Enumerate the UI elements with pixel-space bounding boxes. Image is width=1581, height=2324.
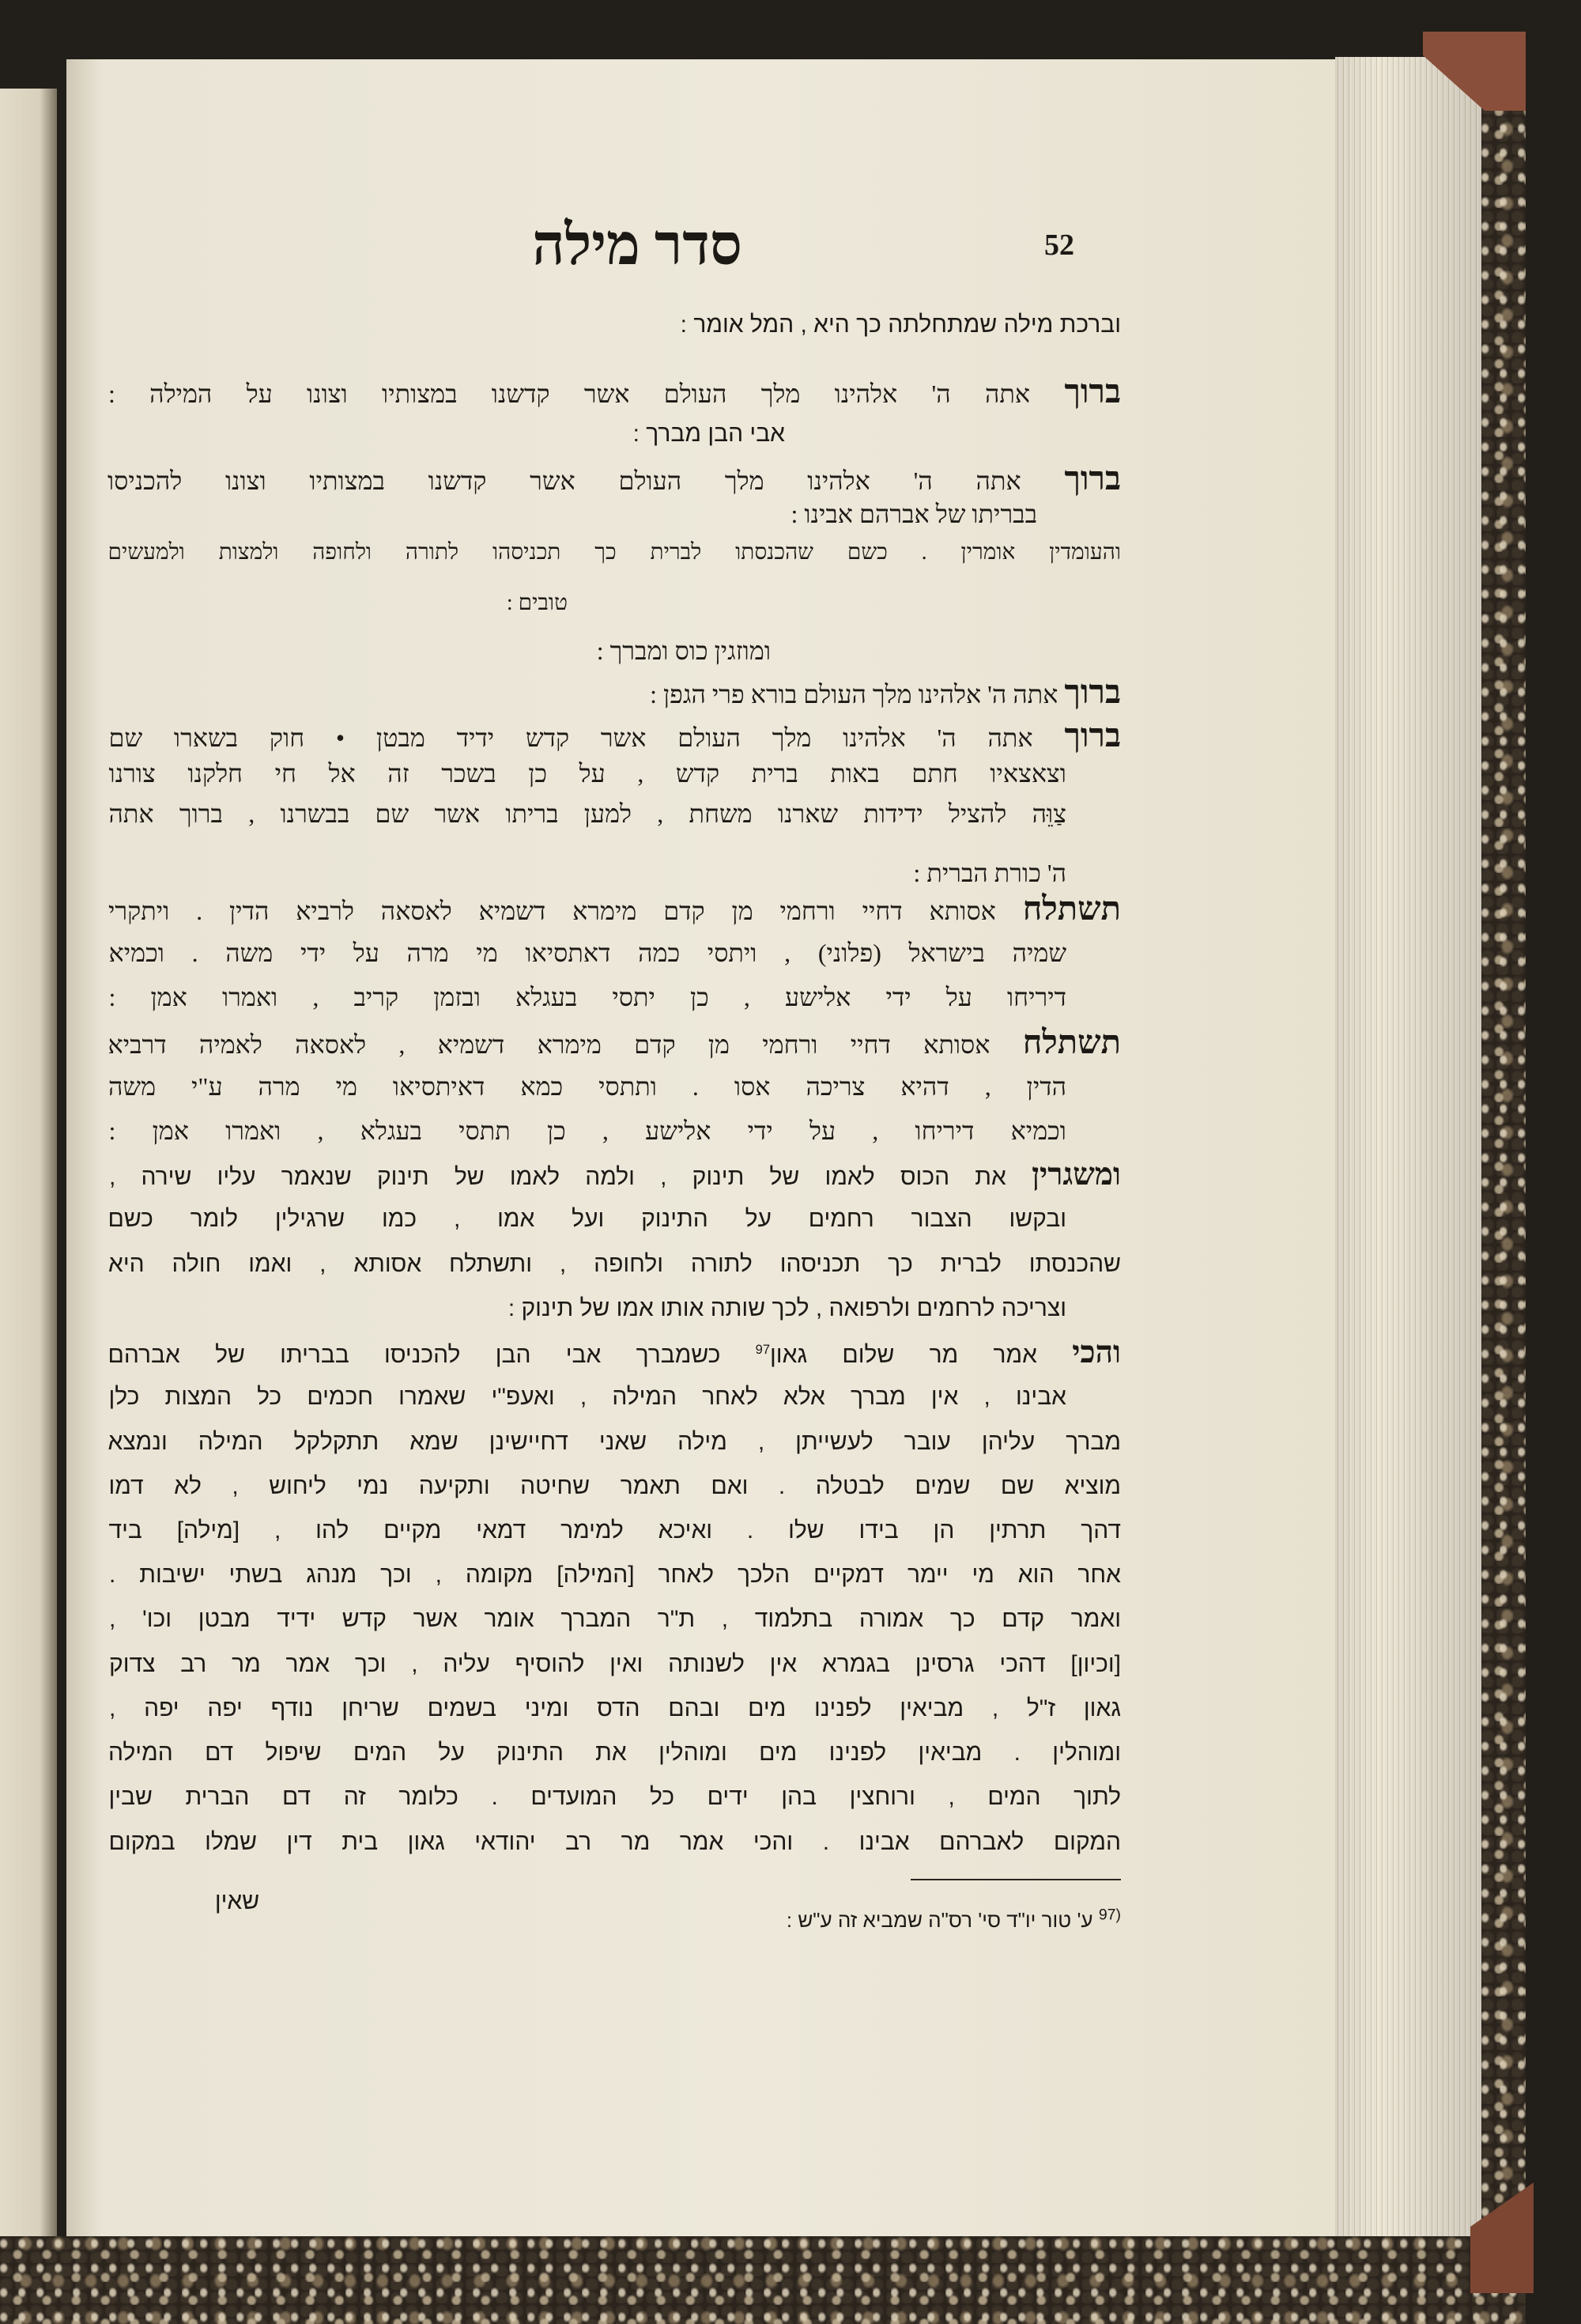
page-title: סדר מילה (532, 214, 742, 277)
text-line: וצאצאיו חתם באות ברית קדש , על כן בשכר זה אל חי חלקנו צורנו (108, 759, 1066, 788)
text-line: לתוך המים , ורוחצין בהן ידים כל המועדים . כלומר זה דם הברית שבין (108, 1784, 1121, 1810)
text-line: אחר הוא מי יימר דמקיים הלכך לאחר [המילה] מקומה , וכך מנהג בשתי ישיבות . (109, 1562, 1121, 1588)
lead-word: ברוך (1064, 460, 1121, 497)
text-line: דיריחו על ידי אלישע , כן יתסי בעגלא ובזמן קריב , ואמרו אמן : (108, 983, 1066, 1011)
text-line: המקום לאברהם אבינו . והכי אמר מר רב יהודאי גאון בית דין שמלו במקום (108, 1829, 1121, 1855)
text-line: ומשגרין את הכוס לאמו של תינוק , ולמה לאמו של תינוק שנאמר עליו שירה , (108, 1158, 1121, 1192)
book-cover-marble-bottom (0, 2236, 1526, 2324)
book-cover-marble (1481, 47, 1526, 2309)
footnote-text: ע' טור יו"ד סי' רס"ה שמביא זה ע"ש : (786, 1908, 1093, 1932)
text-line: וכמיא דיריחו , על ידי אלישע , כן תתסי בעגלא , ואמרו אמן : (108, 1117, 1066, 1145)
text-line: ומוהלין . מביאין לפנינו מים ומוהלין את התינוק על המים שיפול דם המילה (108, 1740, 1121, 1766)
text-line: גאון ז"ל , מביאין לפנינו מים ובהם הדס ומיני בשמים שריחן נודף יפה יפה , (109, 1695, 1121, 1721)
text-line: וברכת מילה שמתחלתה כך היא , המל אומר : (680, 312, 1121, 338)
text-line: והעומדין אומרין . כשם שהכנסתו לברית כך תכניסהו לתורה ולחופה ולמצות ולמעשים (108, 540, 1121, 565)
lead-word: ברוך (1064, 674, 1121, 710)
catchword: שאין (214, 1888, 260, 1914)
footnote-rule (911, 1879, 1121, 1880)
text-line: צַוֵּה להציל ידידות שארנו משחת , למען בריתו אשר שם בבשרנו , ברוך אתה (108, 799, 1066, 828)
lead-word: תשתלח (1022, 1024, 1121, 1060)
facing-page-edge (0, 89, 57, 2236)
lead-word: ברוך (1064, 717, 1121, 754)
page-number: 52 (1044, 229, 1074, 262)
text-line: בבריתו של אברהם אבינו : (790, 500, 1037, 528)
text-line: דהך תרתין הן בידו שלו . ואיכא למימר דמאי מקיים להו , [מילה] ביד (108, 1517, 1121, 1544)
text-line: ברוך אתה ה' אלהינו מלך העולם בורא פרי הגפן : (650, 674, 1121, 710)
text-line: הדין , דהיא צריכה אסו . ותתסי כמא דאיתסיאו מי מרה ע"י משה (108, 1072, 1066, 1101)
page-edges (1335, 57, 1481, 2236)
text-line: ובקשו הצבור רחמים על התינוק ועל אמו , כמו שרגילין לומר כשם (108, 1206, 1066, 1232)
text-line: מוציא שם שמים לבטלה . ואם תאמר שחיטה ותקיעה נמי ליחוש , לא דמו (108, 1473, 1121, 1499)
footnote-marker: 97) (1098, 1906, 1121, 1924)
text-line: שהכנסתו לברית כך תכניסהו לתורה ולחופה , ותשתלח אסותא , ואמו חולה היא (108, 1251, 1121, 1277)
text-line: ומוזגין כוס ומברך : (596, 637, 771, 665)
text-line: טובים : (506, 591, 568, 615)
text-line: אבי הבן מברך : (632, 421, 785, 447)
lead-word: ומשגרין (1032, 1158, 1121, 1192)
text-line: ה' כורת הברית : (913, 859, 1066, 887)
lead-word: והכי (1072, 1336, 1121, 1370)
lead-word: תשתלח (1022, 890, 1121, 927)
text-line: ברוך אתה ה' אלהינו מלך העולם אשר קדש ידיד מבטן • חוק בשארו שם (108, 717, 1121, 754)
footnote (696, 1903, 1121, 1937)
text-line: וצריכה לרחמים ולרפואה , לכך שותה אותו אמו של תינוק : (508, 1295, 1066, 1321)
text-line: תשתלח אסותא דחיי ורחמי מן קדם מימרא דשמיא , לאסאה לאמיה דרביא (108, 1024, 1121, 1060)
lead-word: ברוך (1064, 373, 1121, 410)
text-line: ואמר קדם כך אמורה בתלמוד , ת"ר המברך אומר אשר קדש ידיד מבטן וכו' , (109, 1606, 1121, 1632)
text-line: אבינו , אין מברך אלא לאחר המילה , ואעפ"י שאמרו חכמים כל המצות כלן (108, 1384, 1066, 1410)
text-line: [וכיון] דהכי גרסינן בגמרא אין לשנותה ואין להוסיף עליה , וכך אמר מר רב צדוק (109, 1651, 1121, 1677)
footnote-ref: 97 (755, 1343, 771, 1357)
text-line: ברוך אתה ה' אלהינו מלך העולם אשר קדשנו במצותיו וצונו על המילה : (108, 373, 1121, 410)
text-line: שמיה בישראל (פלוני) , ויתסי כמה דאתסיאו מי מרה על ידי משה . וכמיא (108, 939, 1066, 967)
text-line: מברך עליהן עובר לעשייתן , מילה שאני דחיישינן שמא תתקלקל המילה ונמצא (108, 1429, 1121, 1455)
text-line: תשתלח אסותא דחיי ורחמי מן קדם מימרא דשמיא לאסאה לרביא הדין . ויתקרי (108, 890, 1121, 927)
text-line: והכי אמר מר שלום גאון$^{97}$ כשמברך אבי הבן להכניסו בבריתו של אברהם (108, 1336, 1121, 1370)
text-line: ברוך אתה ה' אלהינו מלך העולם אשר קדשנו במצותיו וצונו להכניסו (107, 460, 1121, 497)
